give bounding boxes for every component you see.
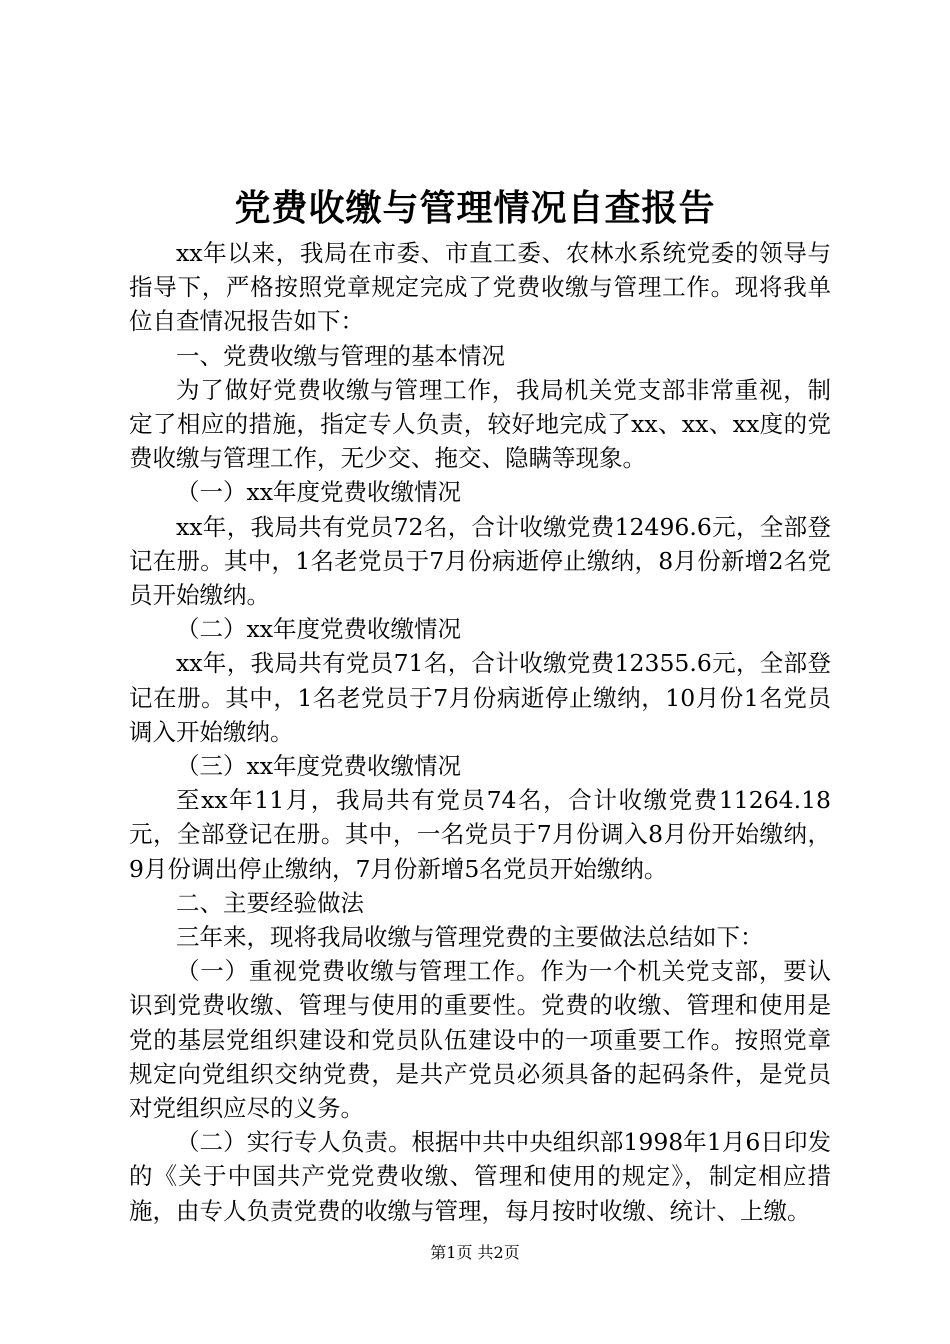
paragraph-basic-situation: 为了做好党费收缴与管理工作，我局机关党支部非常重视，制定了相应的措施，指定专人负责，较好地完成了xx、xx、xx度的党费收缴与管理工作，无少交、拖交、隐瞒等现象。 [129, 375, 831, 473]
subsection-heading-1: （一）xx年度党费收缴情况 [176, 478, 462, 507]
paragraph-year-1: xx年，我局共有党员72名，合计收缴党费12496.6元，全部登记在册。其中，1名老党员于7月份病逝停止缴纳，8月份新增2名党员开始缴纳。 [129, 512, 831, 610]
paragraph-year-2: xx年，我局共有党员71名，合计收缴党费12355.6元，全部登记在册。其中，1名老党员于7月份病逝停止缴纳，10月份1名党员调入开始缴纳。 [129, 649, 831, 746]
section-heading-2: 二、主要经验做法 [176, 888, 364, 917]
paragraph-practice-2: （二）实行专人负责。根据中共中央组织部1998年1月6日印发的《关于中国共产党党费收缴、管理和使用的规定》，制定相应措施，由专人负责党费的收缴与管理，每月按时收缴、统计、上缴。 [129, 1128, 831, 1225]
paragraph-summary-intro: 三年来，现将我局收缴与管理党费的主要做法总结如下： [176, 923, 764, 952]
document-body [129, 236, 831, 1228]
paragraph-year-3: 至xx年11月，我局共有党员74名，合计收缴党费11264.18元，全部登记在册。其中，一名党员于7月份调入8月份开始缴纳，9月份调出停止缴纳，7月份新增5名党员开始缴纳。 [129, 786, 831, 883]
page-footer: 第1页 共2页 [430, 1243, 520, 1262]
document-title: 党费收缴与管理情况自查报告 [234, 187, 716, 229]
subsection-heading-2: （二）xx年度党费收缴情况 [176, 615, 462, 644]
subsection-heading-3: （三）xx年度党费收缴情况 [176, 752, 462, 781]
paragraph-intro: xx年以来，我局在市委、市直工委、农林水系统党委的领导与指导下，严格按照党章规定完成了党费收缴与管理工作。现将我单位自查情况报告如下： [129, 239, 831, 336]
section-heading-1: 一、党费收缴与管理的基本情况 [176, 341, 505, 370]
paragraph-practice-1: （一）重视党费收缴与管理工作。作为一个机关党支部，要认识到党费收缴、管理与使用的重要性。党费的收缴、管理和使用是党的基层党组织建设和党员队伍建设中的一项重要工作。按照党章规定向党组织交纳党费，是共产党员必须具备的起码条件，是党员对党组织应尽的义务。 [129, 957, 831, 1123]
